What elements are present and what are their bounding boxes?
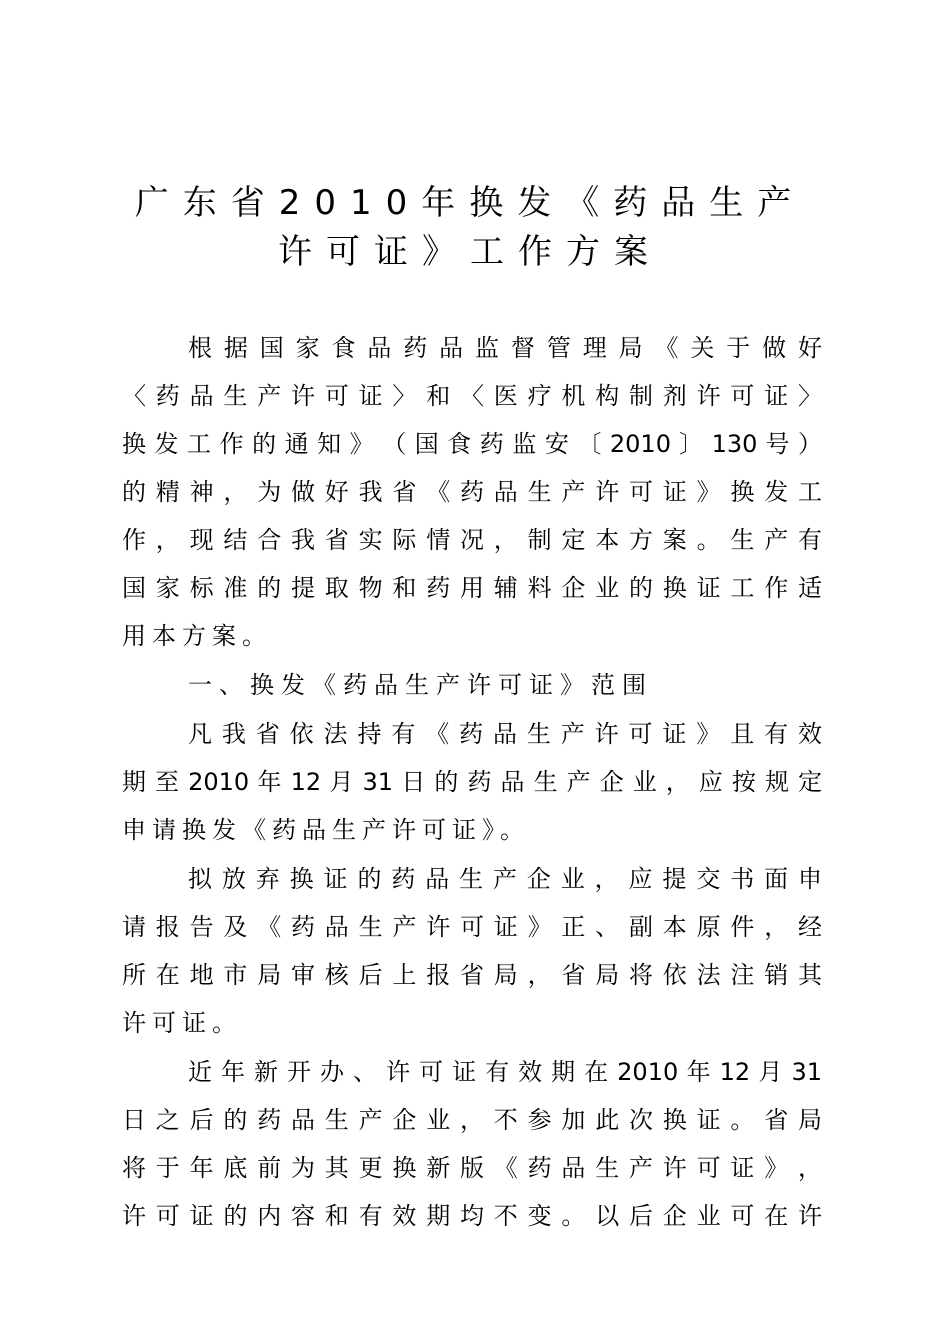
paragraph-3-line-2: 请 报 告 及 《 药 品 生 产 许 可 证 》 正 、 副 本 原 件 ， 经	[122, 913, 822, 941]
paragraph-3-line-4: 许可证。	[122, 1009, 242, 1037]
paragraph-3-line-3: 所 在 地 市 局 审 核 后 上 报 省 局 ， 省 局 将 依 法 注 销 其	[122, 961, 822, 989]
document-title-line-2: 许可证》工作方案	[278, 232, 662, 272]
paragraph-1-line-2: 〈 药 品 生 产 许 可 证 〉 和 〈 医 疗 机 构 制 剂 许 可 证 〉	[122, 382, 822, 410]
paragraph-3-line-1: 拟 放 弃 换 证 的 药 品 生 产 企 业 ， 应 提 交 书 面 申	[188, 865, 822, 893]
paragraph-1-line-3: 换 发 工 作 的 通 知 》 （ 国 食 药 监 安 〔 2010 〕 130 号 ）	[122, 430, 822, 458]
document-title-line-1: 广东省2010年换发《药品生产	[134, 183, 806, 223]
paragraph-2-line-1: 凡 我 省 依 法 持 有 《 药 品 生 产 许 可 证 》 且 有 效	[188, 720, 822, 748]
paragraph-1-line-5: 作 ， 现 结 合 我 省 实 际 情 况 ， 制 定 本 方 案 。 生 产 有	[122, 526, 822, 554]
paragraph-2-line-2: 期 至 2010 年 12 月 31 日 的 药 品 生 产 企 业 ， 应 按 规 定	[122, 768, 822, 796]
section-heading-1: 一、换发《药品生产许可证》范围	[188, 671, 653, 699]
paragraph-4-line-2: 日 之 后 的 药 品 生 产 企 业 ， 不 参 加 此 次 换 证 。 省 局	[122, 1106, 822, 1134]
paragraph-1-line-4: 的 精 神 ， 为 做 好 我 省 《 药 品 生 产 许 可 证 》 换 发 工	[122, 478, 822, 506]
paragraph-1-line-1: 根 据 国 家 食 品 药 品 监 督 管 理 局 《 关 于 做 好	[188, 334, 822, 362]
paragraph-2-line-3: 申请换发《药品生产许可证》。	[122, 816, 530, 844]
paragraph-4-line-3: 将 于 年 底 前 为 其 更 换 新 版 《 药 品 生 产 许 可 证 》 ，	[122, 1154, 822, 1182]
paragraph-1-line-6: 国 家 标 准 的 提 取 物 和 药 用 辅 料 企 业 的 换 证 工 作 适	[122, 574, 822, 602]
paragraph-1-line-7: 用本方案。	[122, 622, 272, 650]
paragraph-4-line-4: 许 可 证 的 内 容 和 有 效 期 均 不 变 。 以 后 企 业 可 在 许	[122, 1202, 822, 1230]
paragraph-4-line-1: 近 年 新 开 办 、 许 可 证 有 效 期 在 2010 年 12 月 31	[188, 1058, 822, 1086]
